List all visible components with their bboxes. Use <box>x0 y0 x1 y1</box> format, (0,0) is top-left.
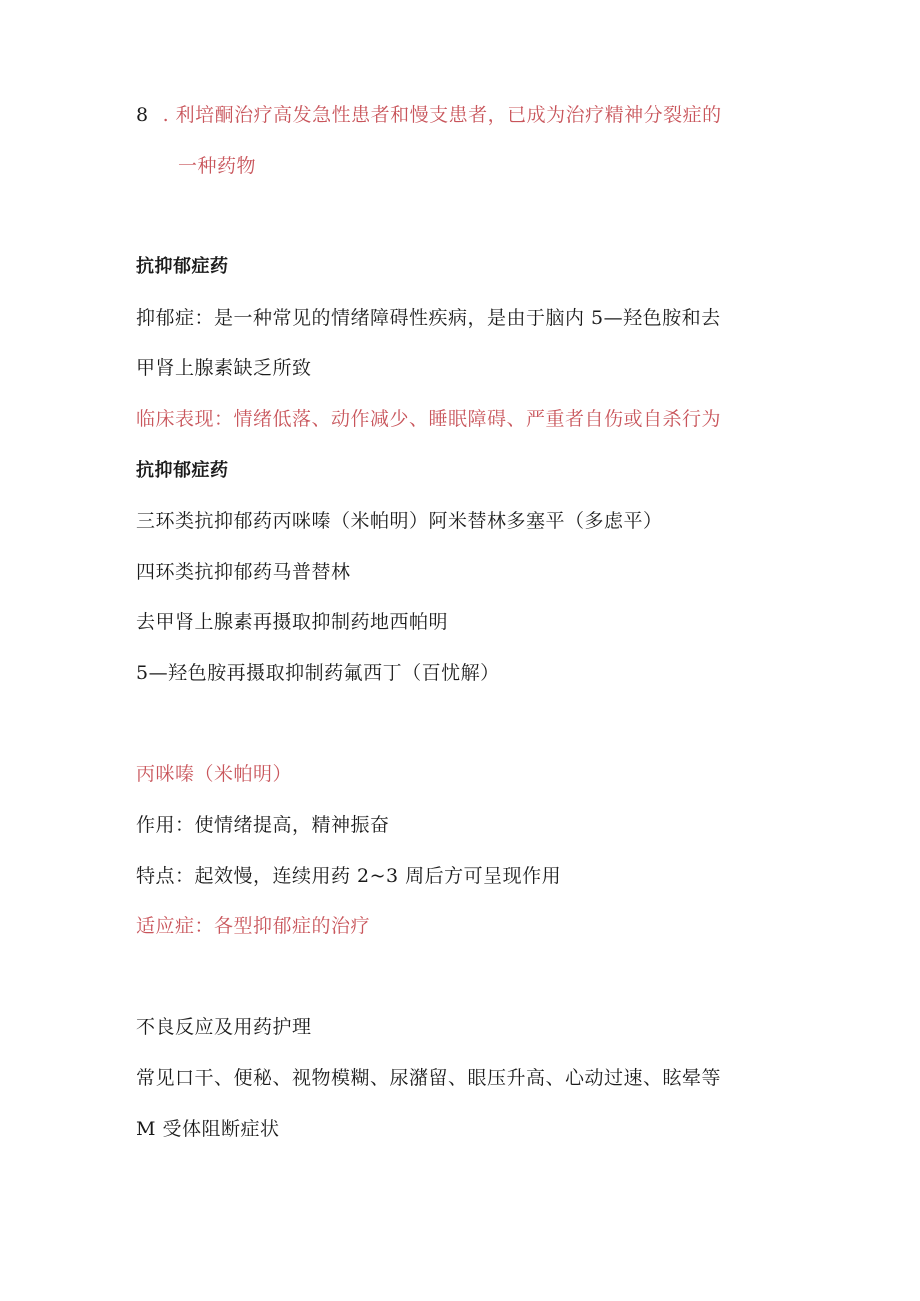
adverse-reactions-title: 不良反应及用药护理 <box>136 1016 312 1038</box>
depression-definition-line-1: 抑郁症：是一种常见的情绪障碍性疾病，是由于脑内 5—羟色胺和去 <box>136 307 721 329</box>
imipramine-title: 丙咪嗪（米帕明） <box>136 763 293 785</box>
item-8-number: 8 <box>136 104 149 126</box>
imipramine-effect: 作用：使情绪提高，精神振奋 <box>136 814 390 836</box>
drug-class-ssri: 5—羟色胺再摄取抑制药氟西丁（百忧解） <box>136 662 500 684</box>
drug-class-tricyclic: 三环类抗抑郁药丙咪嗪（米帕明）阿米替林多塞平（多虑平） <box>136 510 663 532</box>
imipramine-feature: 特点：起效慢，连续用药 2~3 周后方可呈现作用 <box>136 865 562 887</box>
section-heading-antidepressants: 抗抑郁症药 <box>136 256 229 277</box>
clinical-manifestations: 临床表现：情绪低落、动作减少、睡眠障碍、严重者自伤或自杀行为 <box>136 408 722 430</box>
section-heading-antidepressants-2: 抗抑郁症药 <box>136 460 229 481</box>
drug-class-ne-reuptake: 去甲肾上腺素再摄取抑制药地西帕明 <box>136 611 449 633</box>
imipramine-indication: 适应症：各型抑郁症的治疗 <box>136 915 371 937</box>
item-8-line-1 <box>136 103 722 127</box>
adverse-reactions-line-2: M 受体阻断症状 <box>136 1118 280 1140</box>
drug-class-tetracyclic: 四环类抗抑郁药马普替林 <box>136 561 351 583</box>
adverse-reactions-line-1: 常见口干、便秘、视物模糊、尿潴留、眼压升高、心动过速、眩晕等 <box>136 1067 722 1089</box>
item-8-text: . 利培酮治疗高发急性患者和慢支患者，已成为治疗精神分裂症的 <box>162 104 722 126</box>
item-8-line-2: 一种药物 <box>178 155 257 177</box>
depression-definition-line-2: 甲肾上腺素缺乏所致 <box>136 357 312 379</box>
